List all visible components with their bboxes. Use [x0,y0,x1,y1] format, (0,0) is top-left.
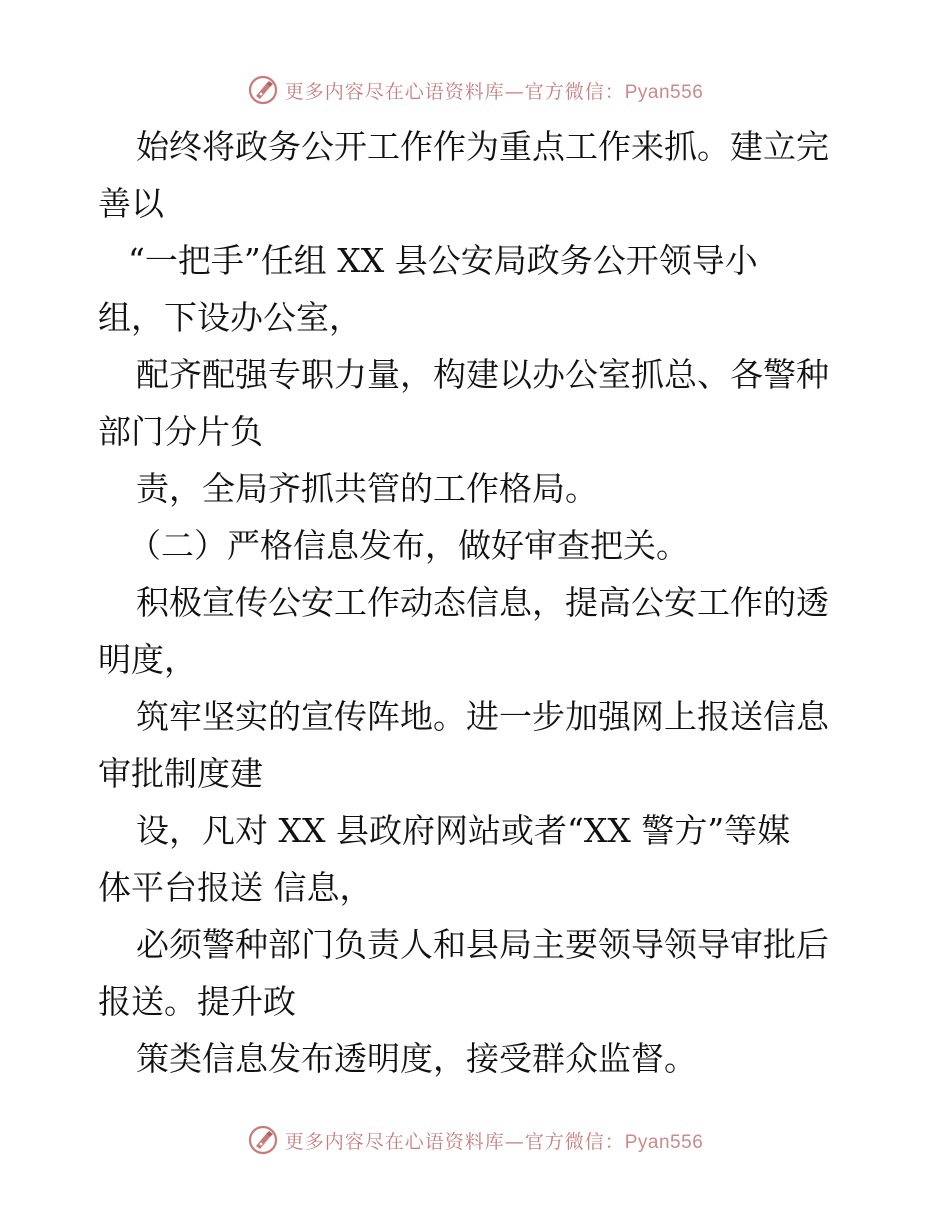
watermark-handle: Pyan556 [624,81,704,103]
text-line: 体平台报送 信息， [98,868,373,907]
text-line: 审批制度建 [98,754,263,793]
text-line: “一把手”任组 XX 县公安局政务公开领导小 [128,241,758,280]
watermark-text: 更多内容尽在心语资料库—官方微信：Pyan556 [284,1130,704,1153]
text-line: 必须警种部门负责人和县局主要领导领导审批后 [136,925,829,964]
text-line: （二）严格信息发布，做好审查把关。 [128,526,689,565]
text-line: 策类信息发布透明度，接受群众监督。 [136,1039,697,1078]
text-line: 报送。提升政 [98,982,296,1021]
pen-nib-circle-icon [247,1124,279,1156]
text-line: 部门分片负 [98,412,263,451]
text-line: 积极宣传公安工作动态信息，提高公安工作的透 [136,583,829,622]
text-line: 责，全局齐抓共管的工作格局。 [136,469,598,508]
text-line: 配齐配强专职力量，构建以办公室抓总、各警种 [136,355,829,394]
text-line: 组，下设办公室， [98,298,362,337]
text-line: 明度， [98,640,197,679]
watermark-text: 更多内容尽在心语资料库—官方微信：Pyan556 [284,80,704,103]
text-line: 筑牢坚实的宣传阵地。进一步加强网上报送信息 [136,697,829,736]
text-line: 始终将政务公开工作作为重点工作来抓。建立完 [136,127,829,166]
watermark-handle: Pyan556 [624,1131,704,1153]
footer-watermark [0,1122,950,1158]
text-line: 善以 [98,184,164,223]
body-text [98,118,858,1087]
text-line: 设，凡对 XX 县政府网站或者“XX 警方”等媒 [136,811,791,850]
header-watermark [0,72,950,108]
pen-nib-circle-icon [247,74,279,106]
